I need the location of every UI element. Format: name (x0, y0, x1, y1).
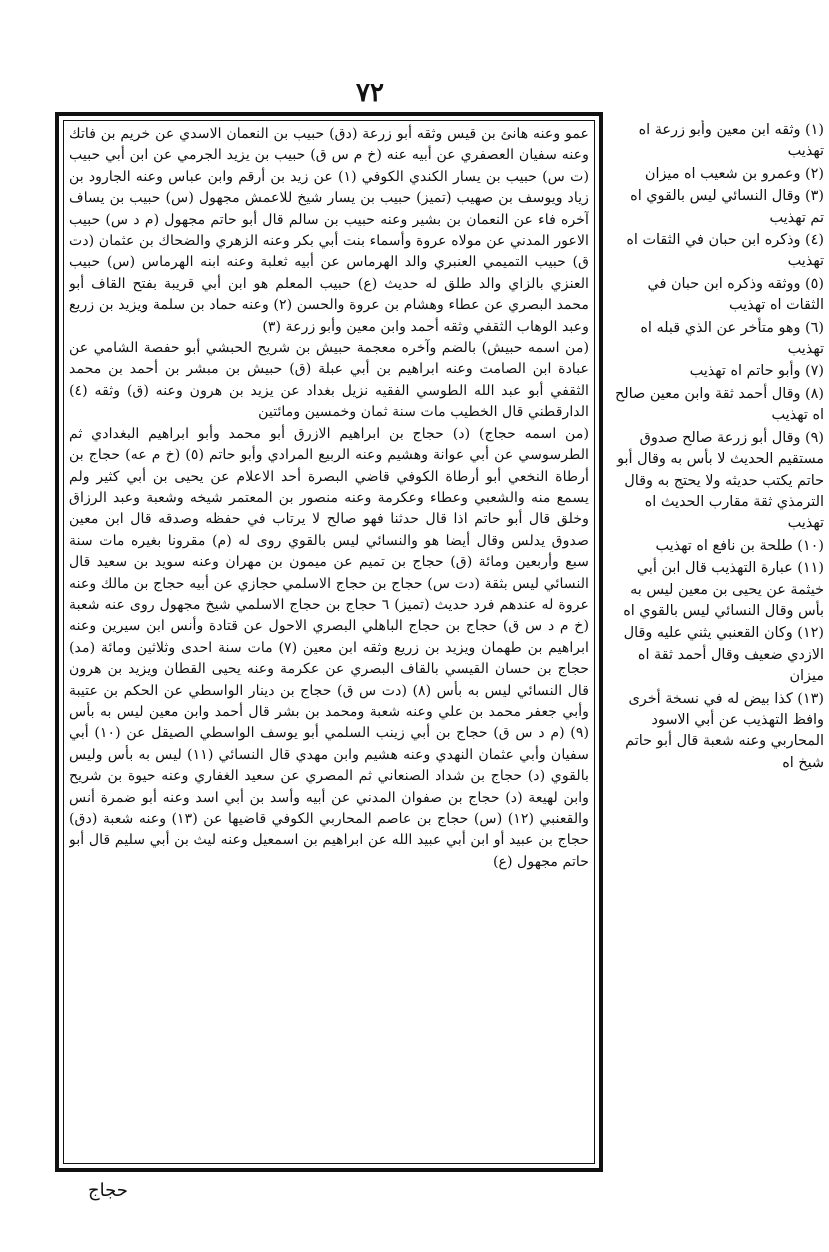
margin-note: (٤) وذكره ابن حبان في الثقات اه تهذيب (626, 232, 824, 270)
margin-note: (١) وثقه ابن معين وأبو زرعة اه تهذيب (638, 122, 824, 160)
catchword: حجاج (88, 1180, 128, 1201)
margin-note: (١١) عبارة التهذيب قال ابن أبي خيثمة عن يحيى بن معين ليس به بأس وقال النسائي ليس بالقوي اه (623, 560, 824, 619)
margin-note: (١٣) كذا بيض له في نسخة أخرى وافظ التهذيب عن أبي الاسود المحاربي وعنه شعبة قال أبو حاتم شيخ اه (625, 690, 824, 771)
margin-note: (٨) وقال أحمد ثقة وابن معين صالح اه تهذيب (615, 385, 824, 424)
margin-note: (١٢) وكان القعنبي يثني عليه وقال الازدي ضعيف وقال أحمد ثقة اه ميزان (623, 625, 824, 685)
margin-note: (٧) وأبو حاتم اه تهذيب (689, 363, 824, 380)
margin-note: (١٠) طلحة بن نافع اه تهذيب (655, 537, 824, 554)
main-text-frame (55, 112, 603, 1172)
margin-note: (٣) وقال النسائي ليس بالقوي اه تم تهذيب (630, 188, 824, 226)
main-text (69, 124, 589, 1160)
margin-note: (٥) ووثقه وذكره ابن حبان في الثقات اه تهذيب (647, 275, 824, 314)
margin-note: (٦) وهو متأخر عن الذي قبله اه تهذيب (640, 319, 824, 358)
margin-note: (٢) وعمرو بن شعيب اه ميزان (644, 165, 824, 182)
margin-note: (٩) وقال أبو زرعة صالح صدوق مستقيم الحديث لا بأس به وقال أبو حاتم يكتب حديثه ولا يحتج به وقال الترمذي ثقة مقارب الحديث اه تهذيب (617, 429, 824, 532)
main-paragraph-habib: عمو وعنه هانئ بن قيس وثقه أبو زرعة (دق) حبيب بن النعمان الاسدي عن خريم بن فاتك وعنه سفيان العصفري عن أبيه عنه (خ م س ق) حبيب بن يزيد الجرمي عن ابن أبي حبيب (ت س) حبيب بن يسار الكندي الكوفي (١) عن زيد بن أرقم وابن عباس وعنه الجارود بن زياد ويوسف بن صهيب (تميز) حبيب بن يسار شيخ للاعمش مجهول (س) حبيب بن يساف آخره فاء عن النعمان بن بشير وعنه حبيب بن سالم قال أبو حاتم مجهول (م د س) حبيب الاعور المدني عن مولاه عروة وأسماء بنت أبي بكر وعنه الزهري والضحاك بن عثمان (دت ق) حبيب التميمي العنبري والد الهرماس عن أبيه ثعلبة وعنه ابنه الهرماس (س) حبيب العنزي بالزاي والد طلق له حديث (ع) حبيب المعلم هو ابن أبي قريبة بفتح القاف أبو محمد البصري عن عطاء وهشام بن عروة والحسن (٢) وعنه حماد بن سلمة ويزيد بن زريع وعبد الوهاب الثقفي وثقه أحمد وابن معين وأبو زرعة (٣) (69, 126, 589, 335)
main-paragraph-hajjaj: (من اسمه حجاج) (د) حجاج بن ابراهيم الازرق أبو محمد وأبو ابراهيم البغدادي ثم الطرسوسي عن أبي عوانة وهشيم وعنه الربيع المرادي وأبو حاتم (٥) (خ م عه) حجاج بن أرطاة النخعي أبو أرطاة الكوفي قاضي البصرة أحد الاعلام عن يحيى بن أبي كثير ولم يسمع منه والشعبي وعطاء وعكرمة وعنه منصور بن المعتمر شيخه وشعبة وعبد الرزاق وخلق قال أبو حاتم اذا قال حدثنا فهو صالح لا يرتاب في حفظه وصدقه قال ابن معين صدوق يدلس وقال أيضا هو والنسائي ليس بالقوي روى له (م) مقرونا بغيره مات سنة سبع وأربعين ومائة (ق) حجاج بن تميم عن ميمون بن مهران وعنه سويد بن سعيد قال النسائي ليس بثقة (دت س) حجاج بن حجاج الاسلمي حجازي عن أبيه حجاج بن مالك وعنه عروة له عندهم فرد حديث (تميز) ٦ حجاج بن حجاج الاسلمي شيخ مجهول روى عنه شعبة (خ م د س ق) حجاج بن حجاج الباهلي البصري الاحول عن قتادة وأنس ابن سيرين وعنه ابراهيم بن طهمان ويزيد بن زريع وثقه ابن معين (٧) مات سنة احدى وثلاثين ومائة (مد) حجاج بن حسان القيسي بالقاف البصري عن عكرمة وعنه يحيى القطان ويزيد بن هرون قال النسائي ليس به بأس (٨) (دت س ق) حجاج بن دينار الواسطي عن الحكم بن عتيبة وأبي جعفر محمد بن علي وعنه شعبة ومحمد بن بشر قال أحمد وابن معين ليس به بأس (٩) (م د س ق) حجاج بن أبي زينب السلمي أبو يوسف الواسطي الصيقل عن (١٠) أبي سفيان وأبي عثمان النهدي وعنه هشيم وابن مهدي قال النسائي (١١) ليس به بأس وليس بالقوي (د) حجاج بن شداد الصنعاني ثم المصري عن سعيد الغفاري وعنه حيوة بن شريح وابن لهيعة (د) حجاج بن صفوان المدني عن أبيه وأسد بن أبي اسد وعنه أبو ضمرة أنس والقعنبي (١٢) (س) حجاج بن عاصم المحاربي الكوفي قاضيها عن (١٣) وعنه شعبة (دق) حجاج بن عبيد أو ابن أبي عبيد الله عن ابراهيم بن اسمعيل وعنه ليث بن أبي سليم قال أبو حاتم مجهول (ع) (69, 425, 589, 870)
page-number: ٧٢ (356, 78, 384, 108)
margin-notes (614, 120, 824, 1120)
main-paragraph-hubaysh: (من اسمه حبيش) بالضم وآخره معجمة حبيش بن شريح الحبشي أبو حفصة الشامي عن عبادة ابن الصامت وعنه ابراهيم بن أبي عبلة (ق) حبيش بن مبشر بن أحمد بن محمد الثقفي أبو عبد الله الطوسي الفقيه نزيل بغداد عن يزيد بن هرون وعنه (ق) وثقه (٤) الدارقطني قال الخطيب مات سنة ثمان وخمسين ومائتين (69, 340, 589, 421)
